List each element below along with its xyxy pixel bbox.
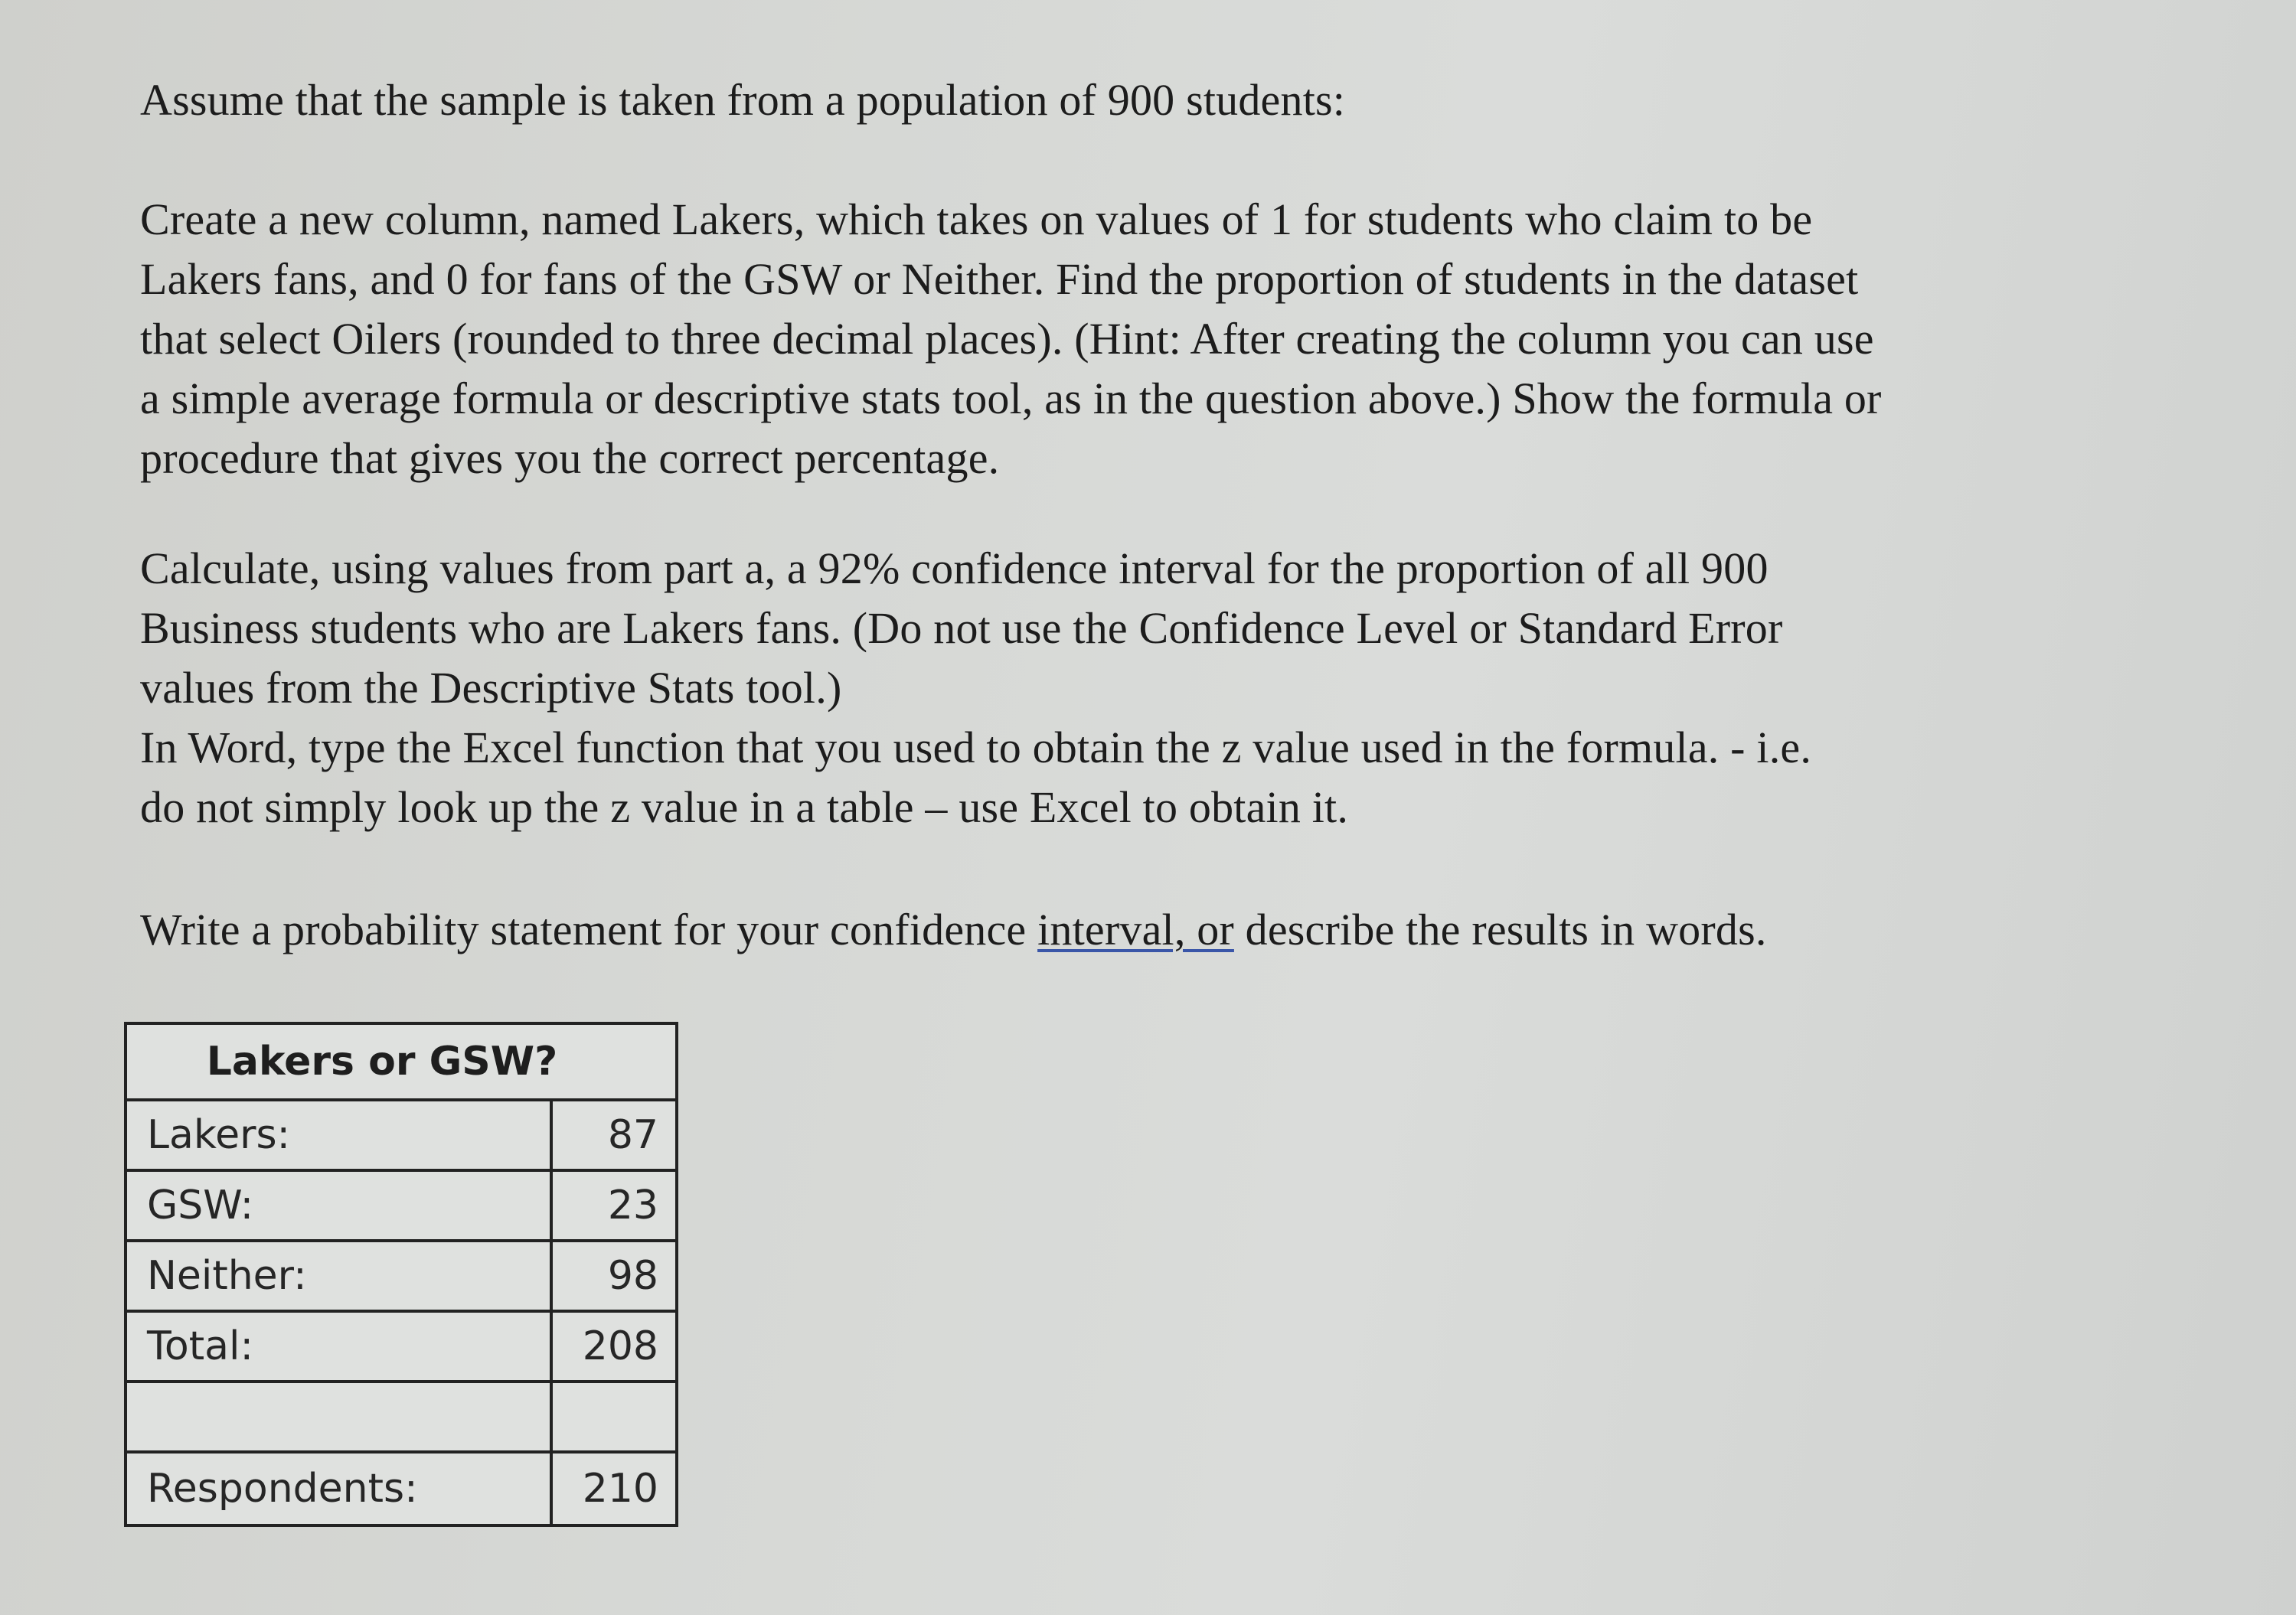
part-b-paragraph — [140, 539, 1811, 837]
intro-paragraph — [140, 70, 1345, 130]
part-b-line-1: Calculate, using values from part a, a 92% confidence interval for the proportion of all 900 — [140, 543, 1769, 593]
part-c-paragraph — [140, 900, 1767, 960]
table-row — [127, 1172, 675, 1242]
row-value — [553, 1383, 675, 1450]
table-header: Lakers or GSW? — [127, 1025, 675, 1101]
part-a-line-3: that select Oilers (rounded to three decimal places). (Hint: After creating the column you can use — [140, 314, 1874, 364]
intro-line: Assume that the sample is taken from a population of 900 students: — [140, 75, 1346, 125]
part-a-line-4: a simple average formula or descriptive stats tool, as in the question above.) Show the formula or — [140, 374, 1882, 423]
row-value: 98 — [607, 1253, 658, 1299]
part-b-line-2: Business students who are Lakers fans. (Do not use the Confidence Level or Standard Error — [140, 603, 1783, 653]
part-a-paragraph — [140, 190, 1882, 488]
part-a-line-5: procedure that gives you the correct percentage. — [140, 433, 1000, 483]
part-c-text-after: describe the results in words. — [1233, 905, 1767, 954]
row-value: 23 — [607, 1183, 658, 1228]
lakers-gsw-table — [124, 1022, 678, 1527]
table-row — [127, 1454, 675, 1524]
part-a-line-2: Lakers fans, and 0 for fans of the GSW or Neither. Find the proportion of students in the dataset — [140, 254, 1859, 304]
row-label: Total: — [127, 1313, 553, 1380]
row-label: Neither: — [127, 1242, 553, 1310]
part-b-line-4: In Word, type the Excel function that you used to obtain the z value used in the formula. - i.e. — [140, 723, 1812, 772]
table-row — [127, 1242, 675, 1313]
row-label: GSW: — [127, 1172, 553, 1239]
part-c-text-before: Write a probability statement for your confidence — [140, 905, 1038, 954]
row-value: 210 — [582, 1466, 658, 1512]
part-b-line-3: values from the Descriptive Stats tool.) — [140, 663, 842, 713]
part-b-line-5: do not simply look up the z value in a table – use Excel to obtain it. — [140, 782, 1349, 832]
row-value: 208 — [582, 1323, 658, 1369]
row-label: Lakers: — [127, 1101, 553, 1169]
row-label: Respondents: — [127, 1454, 553, 1524]
row-label — [127, 1383, 553, 1450]
row-value: 87 — [607, 1112, 658, 1158]
table-row — [127, 1101, 675, 1172]
part-a-line-1: Create a new column, named Lakers, which takes on values of 1 for students who claim to be — [140, 194, 1813, 244]
table-row-empty — [127, 1383, 675, 1454]
part-c-hyperlink[interactable]: interval, or — [1037, 905, 1234, 954]
table-row — [127, 1313, 675, 1383]
